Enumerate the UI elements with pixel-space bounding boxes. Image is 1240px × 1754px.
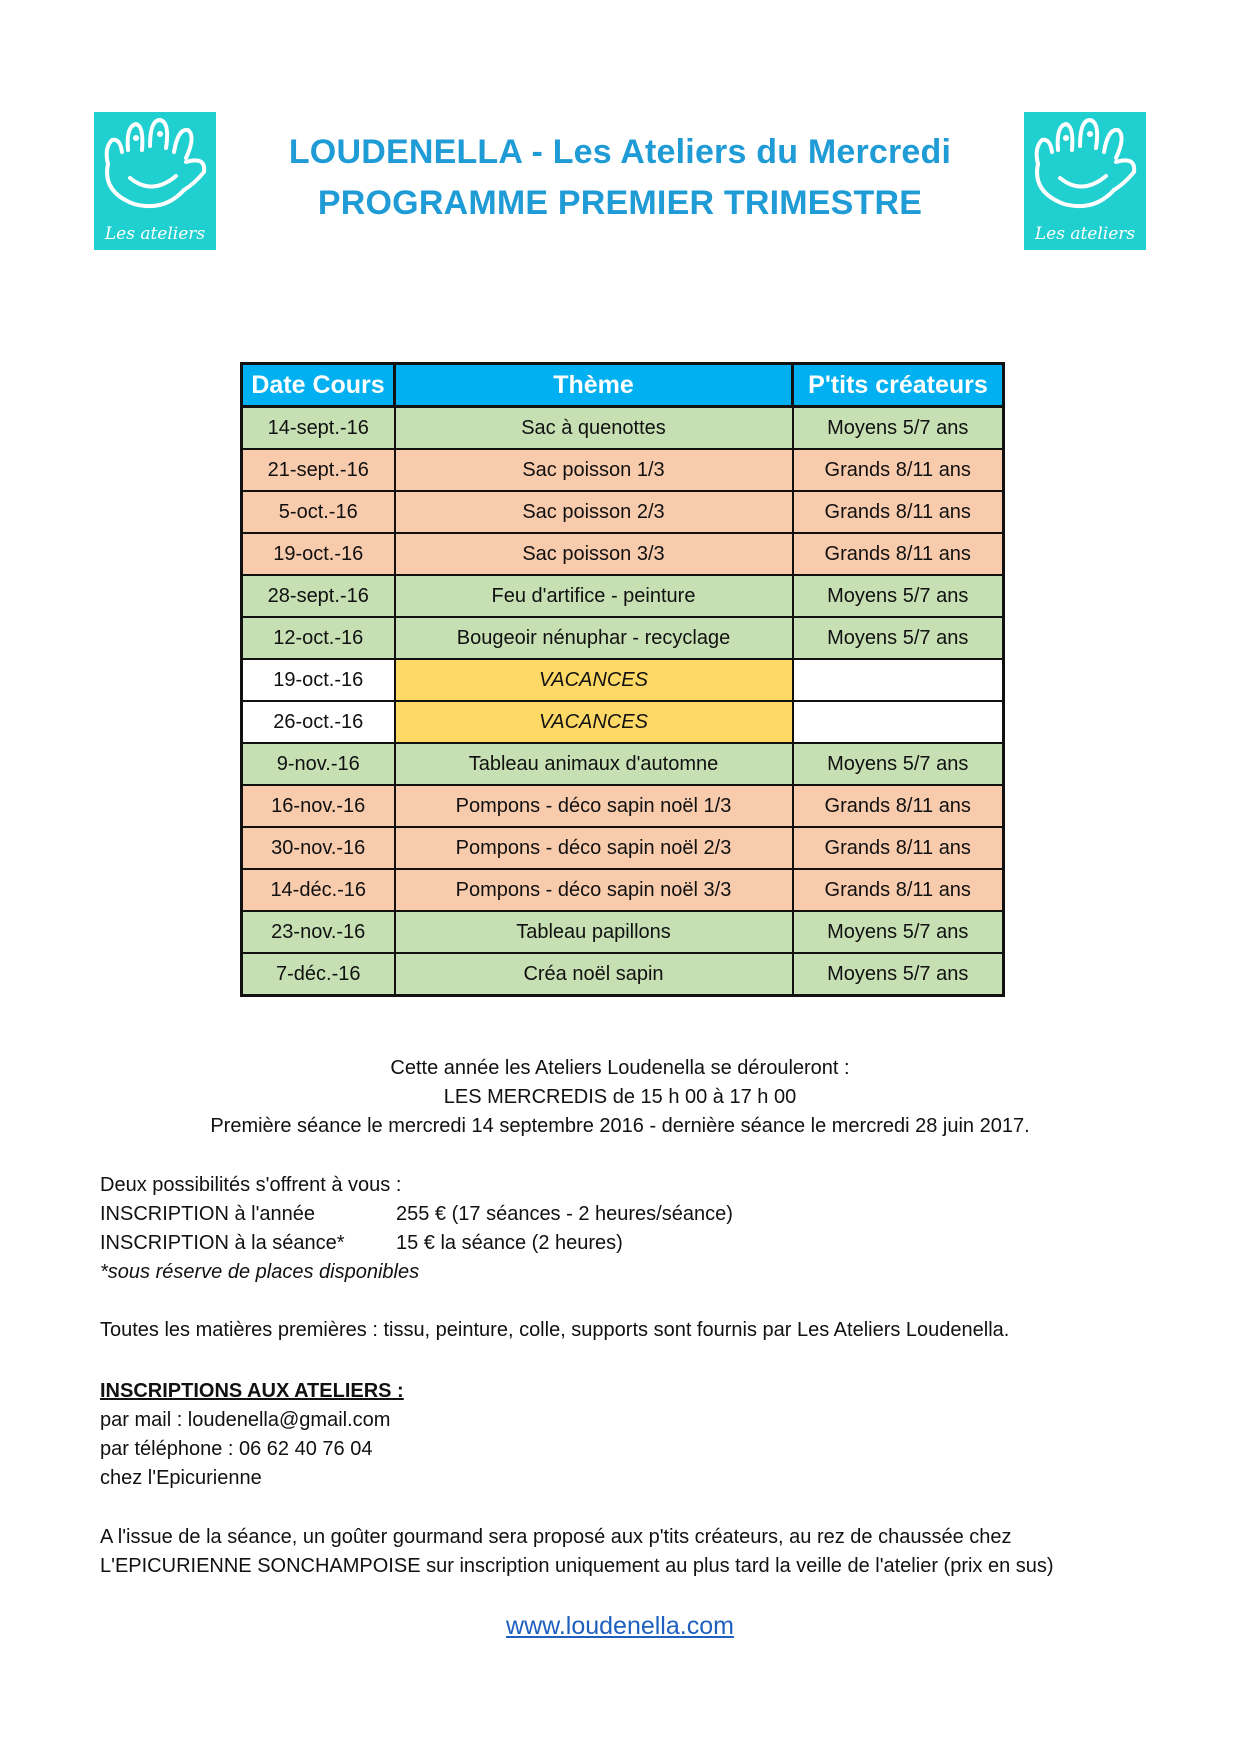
cell-theme: Sac poisson 1/3 [395, 449, 793, 491]
cell-theme: Sac poisson 3/3 [395, 533, 793, 575]
cell-theme: Créa noël sapin [395, 953, 793, 996]
cell-theme: Pompons - déco sapin noël 3/3 [395, 869, 793, 911]
cell-group: Moyens 5/7 ans [793, 575, 1004, 617]
cell-theme: Sac à quenottes [395, 407, 793, 450]
cell-date: 7-déc.-16 [242, 953, 395, 996]
header-group: P'tits créateurs [793, 364, 1004, 407]
cell-group: Grands 8/11 ans [793, 533, 1004, 575]
cell-date: 30-nov.-16 [242, 827, 395, 869]
website-link[interactable]: www.loudenella.com [506, 1612, 734, 1640]
table-row [242, 911, 1004, 953]
cell-group [793, 701, 1004, 743]
registration-mail: par mail : loudenella@gmail.com [100, 1409, 391, 1431]
cell-date: 12-oct.-16 [242, 617, 395, 659]
options-note: *sous réserve de places disponibles [100, 1261, 420, 1283]
registration-heading: INSCRIPTIONS AUX ATELIERS : [100, 1380, 404, 1402]
schedule-table [240, 362, 1005, 997]
cell-group: Moyens 5/7 ans [793, 407, 1004, 450]
cell-group: Grands 8/11 ans [793, 827, 1004, 869]
table-row [242, 533, 1004, 575]
snack-line-2: L'EPICURIENNE SONCHAMPOISE sur inscription uniquement au plus tard la veille de l'atelier (prix en sus) [100, 1555, 1054, 1577]
cell-date: 16-nov.-16 [242, 785, 395, 827]
cell-date: 23-nov.-16 [242, 911, 395, 953]
cell-theme: Tableau animaux d'automne [395, 743, 793, 785]
table-row [242, 659, 1004, 701]
table-row [242, 701, 1004, 743]
cell-theme: Sac poisson 2/3 [395, 491, 793, 533]
cell-date: 19-oct.-16 [242, 533, 395, 575]
cell-group: Grands 8/11 ans [793, 785, 1004, 827]
cell-theme: Feu d'artifice - peinture [395, 575, 793, 617]
cell-group: Moyens 5/7 ans [793, 911, 1004, 953]
materials-text: Toutes les matières premières : tissu, peinture, colle, supports sont fournis par Les Ateliers Loudenella. [100, 1319, 1010, 1341]
table-row [242, 575, 1004, 617]
page-title: LOUDENELLA - Les Ateliers du Mercredi [288, 133, 952, 171]
cell-date: 26-oct.-16 [242, 701, 395, 743]
info-line-3: Première séance le mercredi 14 septembre 2016 - dernière séance le mercredi 28 juin 2017. [210, 1115, 1030, 1137]
option-session-price: 15 € la séance (2 heures) [396, 1232, 623, 1254]
cell-date: 9-nov.-16 [242, 743, 395, 785]
cell-date: 28-sept.-16 [242, 575, 395, 617]
option-year-label: INSCRIPTION à l'année [100, 1203, 316, 1225]
registration-shop: chez l'Epicurienne [100, 1467, 262, 1489]
registration-phone: par téléphone : 06 62 40 76 04 [100, 1438, 373, 1460]
cell-date: 14-sept.-16 [242, 407, 395, 450]
cell-group: Grands 8/11 ans [793, 491, 1004, 533]
cell-group [793, 659, 1004, 701]
table-row [242, 491, 1004, 533]
options-intro: Deux possibilités s'offrent à vous : [100, 1174, 402, 1196]
table-header-row [242, 364, 1004, 407]
table-row [242, 785, 1004, 827]
logo-caption: Les ateliers [104, 224, 206, 244]
info-line-1: Cette année les Ateliers Loudenella se dérouleront : [390, 1057, 850, 1079]
table-row [242, 617, 1004, 659]
logo-caption: Les ateliers [1034, 224, 1136, 244]
table-row [242, 827, 1004, 869]
option-year-price: 255 € (17 séances - 2 heures/séance) [396, 1203, 733, 1225]
cell-theme: Tableau papillons [395, 911, 793, 953]
cell-date: 21-sept.-16 [242, 449, 395, 491]
cell-group: Moyens 5/7 ans [793, 953, 1004, 996]
cell-theme: Pompons - déco sapin noël 1/3 [395, 785, 793, 827]
cell-group: Grands 8/11 ans [793, 869, 1004, 911]
cell-group: Grands 8/11 ans [793, 449, 1004, 491]
snack-line-1: A l'issue de la séance, un goûter gourmand sera proposé aux p'tits créateurs, au rez de chaussée chez [100, 1526, 1012, 1548]
table-row [242, 869, 1004, 911]
table-row [242, 953, 1004, 996]
cell-date: 14-déc.-16 [242, 869, 395, 911]
info-line-2: LES MERCREDIS de 15 h 00 à 17 h 00 [443, 1086, 797, 1108]
table-row [242, 449, 1004, 491]
cell-theme: Bougeoir nénuphar - recyclage [395, 617, 793, 659]
header-date: Date Cours [242, 364, 395, 407]
table-row [242, 743, 1004, 785]
cell-theme: VACANCES [395, 701, 793, 743]
cell-date: 19-oct.-16 [242, 659, 395, 701]
cell-theme: VACANCES [395, 659, 793, 701]
table-row [242, 407, 1004, 450]
cell-date: 5-oct.-16 [242, 491, 395, 533]
page-subtitle: PROGRAMME PREMIER TRIMESTRE [317, 184, 923, 222]
cell-group: Moyens 5/7 ans [793, 617, 1004, 659]
cell-group: Moyens 5/7 ans [793, 743, 1004, 785]
header-theme: Thème [395, 364, 793, 407]
cell-theme: Pompons - déco sapin noël 2/3 [395, 827, 793, 869]
option-session-label: INSCRIPTION à la séance* [100, 1232, 345, 1254]
